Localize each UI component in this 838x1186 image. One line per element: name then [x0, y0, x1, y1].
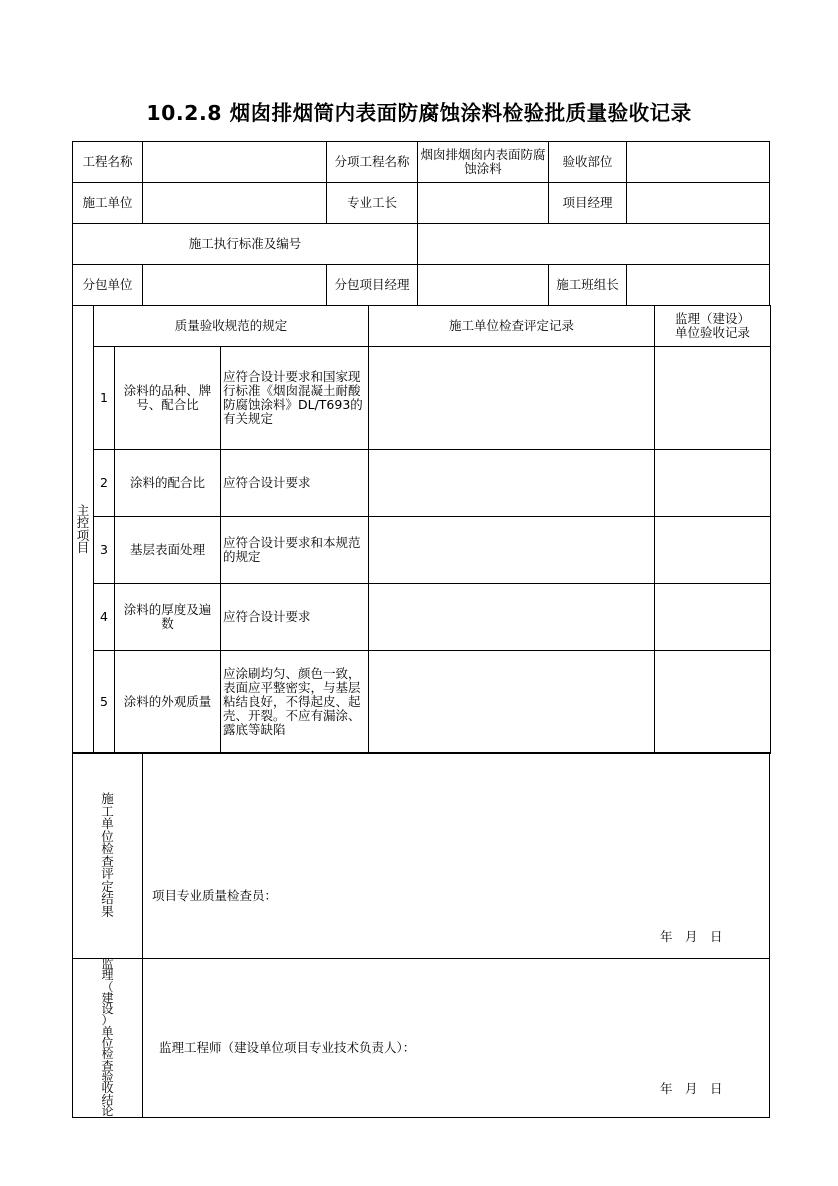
item-number: 3 [94, 517, 115, 584]
supervision-header: 监理（建设） 单位验收记录 [655, 306, 771, 347]
construction-result-label-cell [73, 753, 143, 959]
project-name-value[interactable] [143, 142, 327, 183]
item-check-record[interactable] [369, 517, 655, 584]
acceptance-part-value[interactable] [627, 142, 770, 183]
construction-result-label: 施 工 单 位 检 查 评 定 结 果 [101, 791, 114, 919]
table-row [73, 517, 771, 584]
table-row [73, 450, 771, 517]
supervision-result-date: 年 月 日 [660, 1081, 723, 1096]
item-supervision-record[interactable] [655, 517, 771, 584]
team-leader-value[interactable] [627, 265, 770, 306]
subcontractor-label: 分包单位 [73, 265, 143, 306]
item-check-record[interactable] [369, 584, 655, 651]
construction-result-date: 年 月 日 [660, 929, 723, 944]
sub-project-manager-value[interactable] [418, 265, 549, 306]
item-supervision-record[interactable] [655, 347, 771, 450]
inspection-table [72, 305, 771, 754]
item-name: 涂料的厚度及遍数 [115, 584, 221, 651]
item-requirement: 应符合设计要求 [221, 450, 369, 517]
project-manager-label: 项目经理 [549, 183, 627, 224]
item-requirement: 应符合设计要求和国家现行标准《烟囱混凝土耐酸防腐蚀涂料》DL/T693的有关规定 [221, 347, 369, 450]
project-manager-value[interactable] [627, 183, 770, 224]
spec-header: 质量验收规范的规定 [94, 306, 369, 347]
inspector-label: 项目专业质量检查员： [152, 888, 278, 903]
construction-unit-value[interactable] [143, 183, 327, 224]
acceptance-part-label: 验收部位 [549, 142, 627, 183]
item-supervision-record[interactable] [655, 651, 771, 754]
item-number: 2 [94, 450, 115, 517]
table-row [73, 651, 771, 754]
item-check-record[interactable] [369, 347, 655, 450]
item-check-record[interactable] [369, 651, 655, 754]
item-supervision-record[interactable] [655, 584, 771, 651]
table-row [73, 347, 771, 450]
item-number: 1 [94, 347, 115, 450]
item-check-record[interactable] [369, 450, 655, 517]
item-requirement: 应涂刷均匀、颜色一致，表面应平整密实，与基层粘结良好，不得起皮、起壳、开裂。不应有漏涂、露底等缺陷 [221, 651, 369, 754]
main-control-label-cell [73, 306, 94, 754]
item-name: 涂料的配合比 [115, 450, 221, 517]
sub-project-label: 分项工程名称 [327, 142, 418, 183]
team-leader-label: 施工班组长 [549, 265, 627, 306]
item-name: 基层表面处理 [115, 517, 221, 584]
item-number: 4 [94, 584, 115, 651]
supervision-result-label: 监 理 （ 建 设 ） 单 位 检 查 验 收 结 论 [101, 957, 114, 1118]
check-header: 施工单位检查评定记录 [369, 306, 655, 347]
item-requirement: 应符合设计要求 [221, 584, 369, 651]
item-name: 涂料的品种、牌号、配合比 [115, 347, 221, 450]
project-name-label: 工程名称 [73, 142, 143, 183]
sub-project-manager-label: 分包项目经理 [327, 265, 418, 306]
subcontractor-value[interactable] [143, 265, 327, 306]
sub-project-value: 烟囱排烟囱内表面防腐蚀涂料 [418, 142, 549, 183]
main-control-label: 主 控 项 目 [76, 502, 90, 555]
header-table [72, 141, 770, 306]
supervision-result-area[interactable] [143, 959, 770, 1118]
item-name: 涂料的外观质量 [115, 651, 221, 754]
signoff-table [72, 752, 770, 1118]
standard-label: 施工执行标准及编号 [73, 224, 418, 265]
supervision-result-label-cell [73, 959, 143, 1118]
foreman-value[interactable] [418, 183, 549, 224]
construction-result-area[interactable] [143, 753, 770, 959]
construction-unit-label: 施工单位 [73, 183, 143, 224]
page-title: 10.2.8 烟囱排烟筒内表面防腐蚀涂料检验批质量验收记录 [146, 101, 692, 125]
item-supervision-record[interactable] [655, 450, 771, 517]
item-number: 5 [94, 651, 115, 754]
supervising-engineer-label: 监理工程师（建设单位项目专业技术负责人）： [159, 1040, 416, 1055]
item-requirement: 应符合设计要求和本规范的规定 [221, 517, 369, 584]
foreman-label: 专业工长 [327, 183, 418, 224]
standard-value[interactable] [418, 224, 770, 265]
table-row [73, 584, 771, 651]
